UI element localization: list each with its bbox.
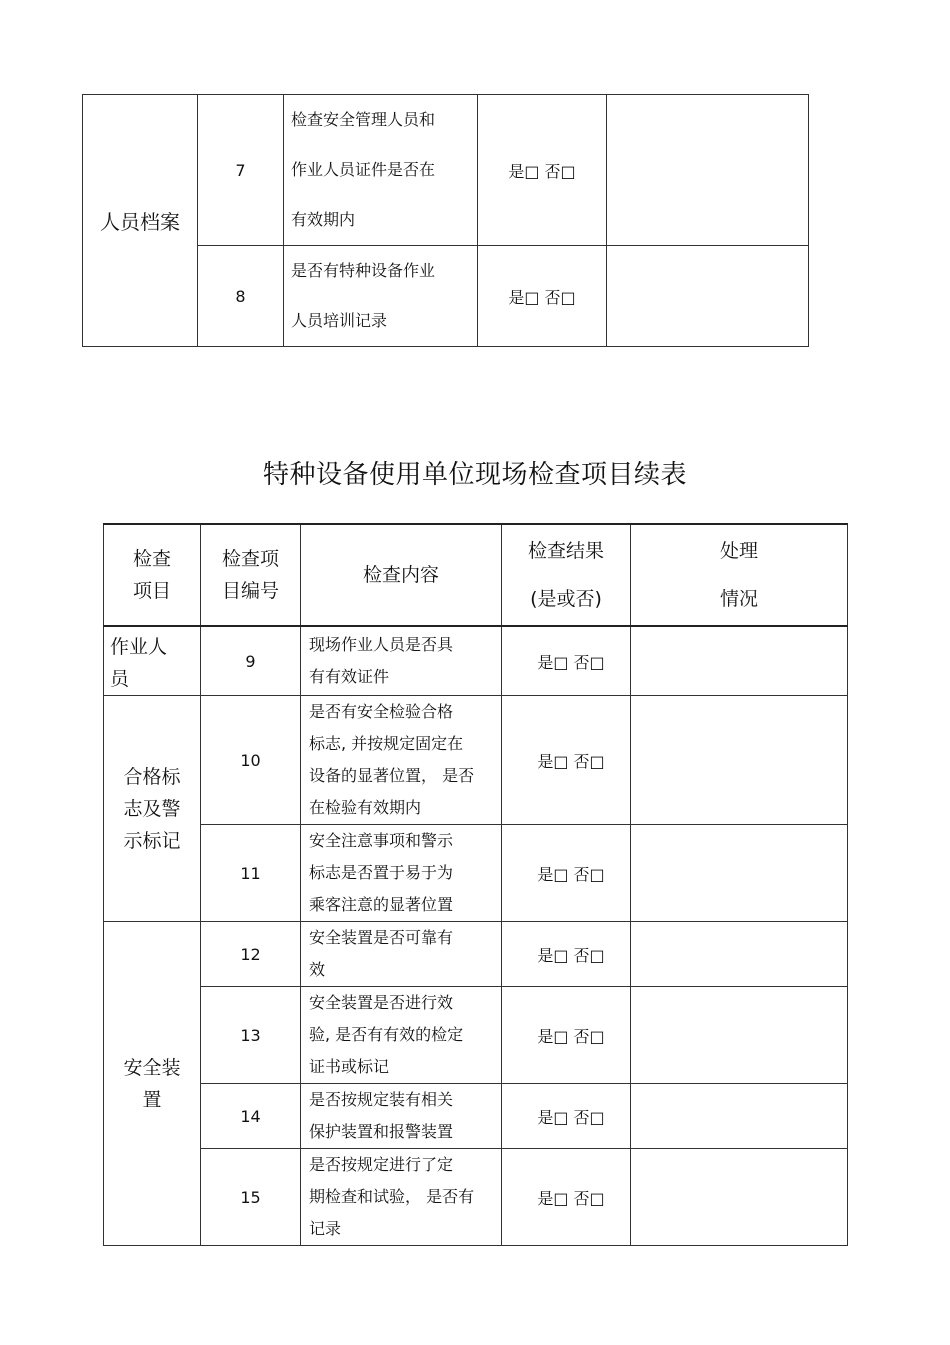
content-line: 人员培训记录 xyxy=(291,311,388,330)
result-checkboxes[interactable]: 是□ 否□ xyxy=(502,825,631,922)
header-line: 检查结果 xyxy=(527,540,604,562)
item-number: 11 xyxy=(201,825,301,922)
category-cell xyxy=(104,922,201,1246)
table-row xyxy=(83,95,809,246)
content-line: 证书或标记 xyxy=(309,1057,390,1076)
table-row xyxy=(104,922,848,987)
category-line: 安全装 xyxy=(123,1056,181,1079)
check-content xyxy=(301,987,502,1084)
content-line: 是否按规定装有相关 xyxy=(309,1090,454,1109)
content-line: 是否按规定进行了定 xyxy=(309,1155,454,1174)
personnel-records-table xyxy=(82,94,809,347)
result-checkboxes[interactable]: 是□ 否□ xyxy=(502,626,631,696)
result-checkboxes[interactable]: 是□ 否□ xyxy=(502,696,631,825)
item-number: 8 xyxy=(198,246,284,347)
check-content xyxy=(284,246,478,347)
header-item xyxy=(104,524,201,626)
content-line: 保护装置和报警装置 xyxy=(309,1122,454,1141)
item-number: 13 xyxy=(201,987,301,1084)
handling-cell[interactable] xyxy=(631,1149,848,1246)
category-line: 置 xyxy=(142,1088,162,1111)
header-line: 情况 xyxy=(719,588,758,610)
table-row xyxy=(104,696,848,825)
result-checkboxes[interactable]: 是□ 否□ xyxy=(502,1084,631,1149)
handling-cell[interactable] xyxy=(631,626,848,696)
item-number: 14 xyxy=(201,1084,301,1149)
check-content xyxy=(301,626,502,696)
item-number: 7 xyxy=(198,95,284,246)
table-row xyxy=(104,1149,848,1246)
category-line: 作业人 xyxy=(110,636,168,658)
header-handling xyxy=(631,524,848,626)
check-content xyxy=(301,696,502,825)
handling-cell[interactable] xyxy=(631,922,848,987)
handling-cell[interactable] xyxy=(607,246,809,347)
item-number: 10 xyxy=(201,696,301,825)
check-content xyxy=(284,95,478,246)
header-line: (是或否) xyxy=(530,588,602,610)
content-line: 安全装置是否可靠有 xyxy=(309,928,454,947)
table-header-row xyxy=(104,524,848,626)
handling-cell[interactable] xyxy=(631,696,848,825)
category-cell xyxy=(104,626,201,696)
header-line: 处理 xyxy=(719,540,758,562)
content-line: 是否有特种设备作业 xyxy=(291,261,436,280)
category-line: 员 xyxy=(110,668,130,690)
content-line: 在检验有效期内 xyxy=(309,798,422,817)
category-cell: 人员档案 xyxy=(83,95,198,347)
category-cell xyxy=(104,696,201,922)
header-line: 检查 xyxy=(132,548,171,570)
content-line: 有有效证件 xyxy=(309,667,390,686)
table-row xyxy=(104,1084,848,1149)
handling-cell[interactable] xyxy=(607,95,809,246)
table-row xyxy=(104,626,848,696)
check-content xyxy=(301,922,502,987)
category-line: 合格标 xyxy=(123,765,181,788)
item-number: 9 xyxy=(201,626,301,696)
result-checkboxes[interactable]: 是□ 否□ xyxy=(478,246,607,347)
content-line: 检查安全管理人员和 xyxy=(291,110,436,129)
content-line: 安全注意事项和警示 xyxy=(309,831,454,850)
check-content xyxy=(301,1149,502,1246)
header-result xyxy=(502,524,631,626)
content-line: 验, 是否有有效的检定 xyxy=(309,1025,464,1044)
inspection-items-table xyxy=(103,523,848,1246)
handling-cell[interactable] xyxy=(631,825,848,922)
content-line: 标志是否置于易于为 xyxy=(309,863,454,882)
category-line: 示标记 xyxy=(123,829,181,852)
item-number: 12 xyxy=(201,922,301,987)
content-line: 效 xyxy=(309,960,326,979)
content-line: 有效期内 xyxy=(291,210,356,229)
content-line: 乘客注意的显著位置 xyxy=(309,895,454,914)
check-content xyxy=(301,1084,502,1149)
content-line: 标志, 并按规定固定在 xyxy=(309,734,464,753)
result-checkboxes[interactable]: 是□ 否□ xyxy=(478,95,607,246)
header-line: 项目 xyxy=(132,580,171,602)
content-line: 安全装置是否进行效 xyxy=(309,993,454,1012)
result-checkboxes[interactable]: 是□ 否□ xyxy=(502,922,631,987)
table-row xyxy=(104,825,848,922)
table-row xyxy=(104,987,848,1084)
content-line: 是否有安全检验合格 xyxy=(309,702,454,721)
content-line: 记录 xyxy=(309,1219,342,1238)
result-checkboxes[interactable]: 是□ 否□ xyxy=(502,1149,631,1246)
content-line: 期检查和试验， 是否有 xyxy=(309,1187,475,1206)
header-number xyxy=(201,524,301,626)
handling-cell[interactable] xyxy=(631,987,848,1084)
header-content: 检查内容 xyxy=(301,524,502,626)
header-line: 目编号 xyxy=(221,580,279,602)
handling-cell[interactable] xyxy=(631,1084,848,1149)
content-line: 作业人员证件是否在 xyxy=(291,160,436,179)
page-title: 特种设备使用单位现场检查项目续表 xyxy=(262,460,687,490)
content-line: 现场作业人员是否具 xyxy=(309,635,454,654)
item-number: 15 xyxy=(201,1149,301,1246)
content-line: 设备的显著位置， 是否 xyxy=(309,766,475,785)
header-line: 检查项 xyxy=(221,548,279,570)
result-checkboxes[interactable]: 是□ 否□ xyxy=(502,987,631,1084)
category-line: 志及警 xyxy=(123,797,181,820)
check-content xyxy=(301,825,502,922)
